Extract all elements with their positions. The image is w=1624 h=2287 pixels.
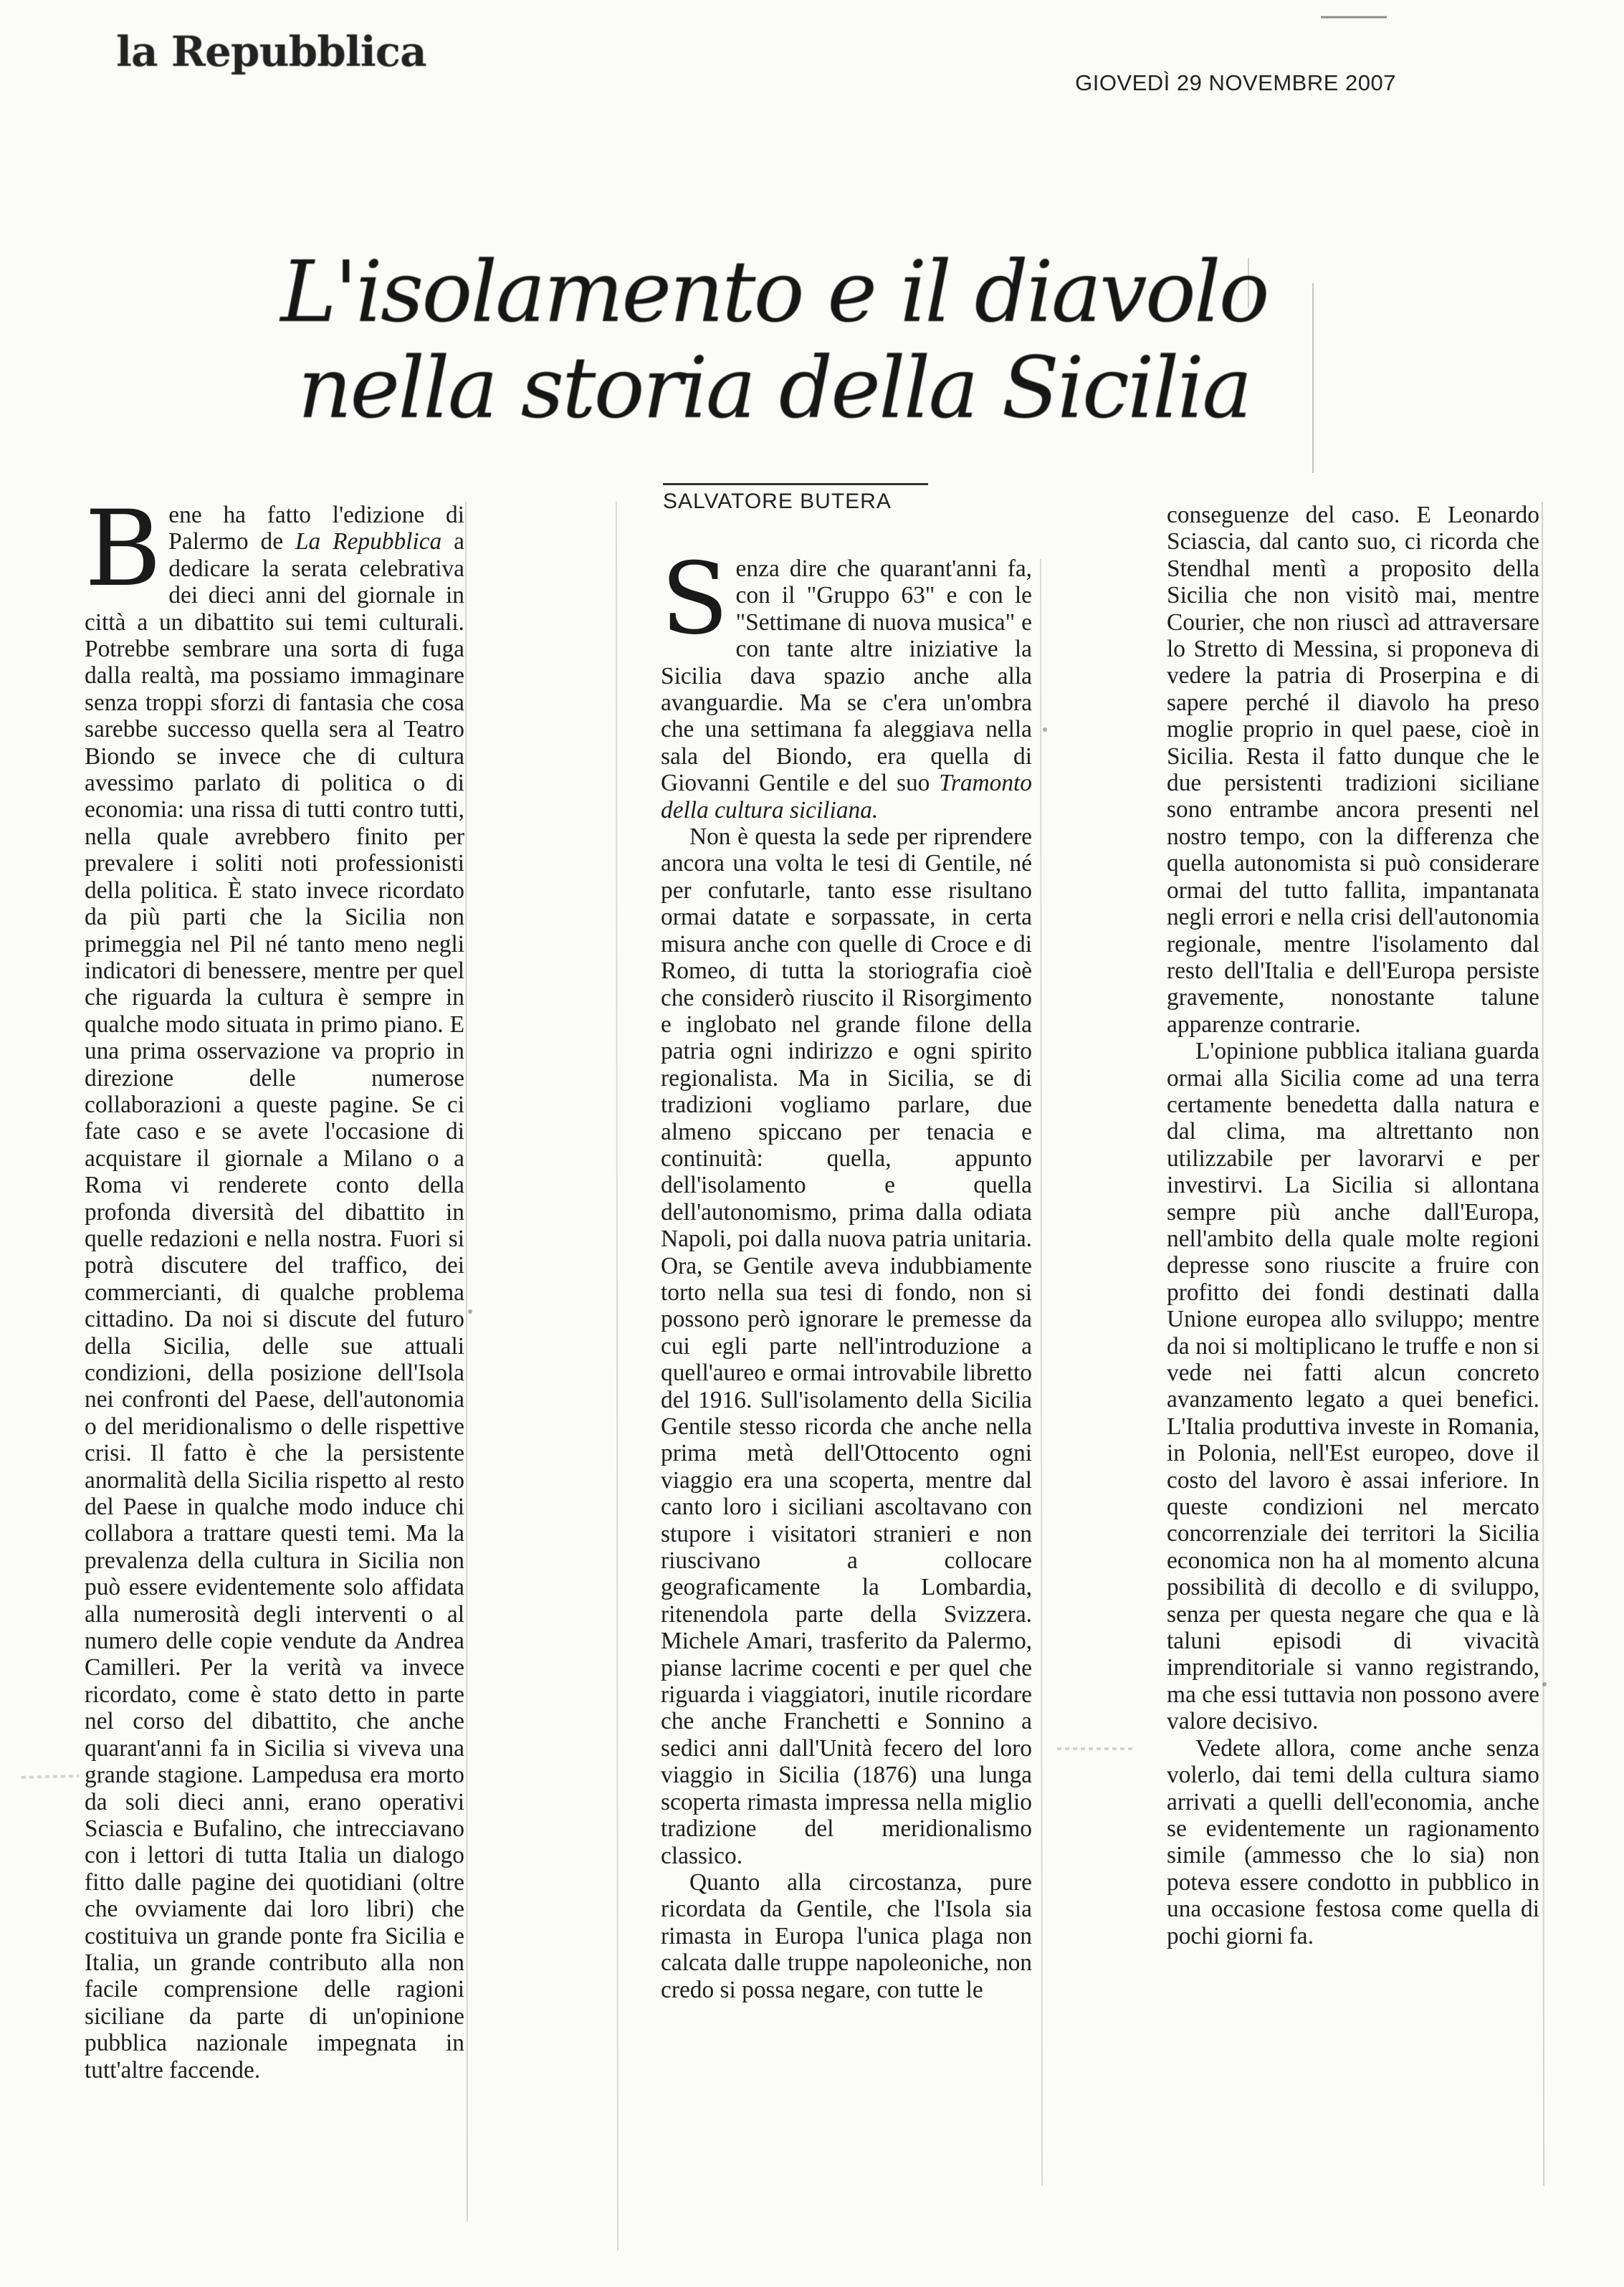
- paragraph: Non è questa la sede per riprendere ancora una volta le tesi di Gentile, né per confutarle, tanto esse risultano ormai datate e sorpassate, in certa misura anche con quelle di Croce e di Romeo, di tutta la storiografia cioè che considerò riuscito il Risorgimento e inglobato nel grande filone della patria ogni indirizzo e ogni spirito regionalista. Ma in Sicilia, se di tradizioni vogliamo parlare, due almeno spiccano per tenacia e continuità: quella, appunto dell'isolamento e quella dell'autonomismo, prima dalla odiata Napoli, poi dalla nuova patria unitaria. Ora, se Gentile aveva indubbiamente torto nella sua tesi di fondo, non si possono però ignorare le premesse da cui egli parte nell'introduzione a quell'aureo e ormai introvabile libretto del 1916. Sull'isolamento della Sicilia Gentile stesso ricorda che anche nella prima metà dell'Ottocento ogni viaggio era una scoperta, mentre dal canto loro i siciliani ascoltavano con stupore i visitatori stranieri e non riuscivano a collocare geograficamente la Lombardia, ritenendola parte della Svizzera. Michele Amari, trasferito da Palermo, pianse lacrime cocenti e per quel che riguarda i viaggiatori, inutile ricordare che anche Franchetti e Sonnino a sedici anni dall'Unità fecero del loro viaggio in Sicilia (1876) una lunga scoperta rimasta impressa nella miglio tradizione del meridionalismo classico.: [661, 823, 1032, 1869]
- article-column-1: [85, 488, 465, 2083]
- paragraph: L'opinione pubblica italiana guarda ormai alla Sicilia come ad una terra certamente benedetta dalla natura e dal clima, ma altrettanto non utilizzabile per lavorarvi e per investirvi. La Sicilia si allontana sempre più anche dall'Europa, nell'ambito della quale molte regioni depresse sono riuscite a fruire con profitto dei fondi destinati dalla Unione europea allo sviluppo; mentre da noi si moltiplicano le truffe e non si vede nei fatti alcun concreto avanzamento legato a quei benefici. L'Italia produttiva investe in Romania, in Polonia, nell'Est europeo, dove il costo del lavoro è assai inferiore. In queste condizioni nel mercato concorrenziale dei territori la Sicilia economica non ha al momento alcuna possibilità di decollo e di sviluppo, senza per questa negare che qua e là taluni episodi di vivacità imprenditoriale si vanno registrando, ma che essi tuttavia non possono avere valore decisivo.: [1167, 1038, 1539, 1735]
- paragraph: conseguenze del caso. E Leonardo Sciascia, dal canto suo, ci ricorda che Stendhal mentì a proposito della Sicilia che non visitò mai, mentre Courier, che non riuscì ad attraversare lo Stretto di Messina, si proponeva di vedere la patria di Proserpina e di sapere perché il diavolo ha preso moglie proprio in quel paese, cioè in Sicilia. Resta il fatto dunque che le due persistenti tradizioni siciliane sono entrambe ancora presenti nel nostro tempo, con la differenza che quella autonomista si può considerare ormai del tutto fallita, impantanata negli errori e nella crisi dell'autonomia regionale, mentre l'isolamento dal resto dell'Italia e dell'Europa persiste gravemente, nonostante talune apparenze contrarie.: [1167, 502, 1539, 1038]
- paragraph: Senza dire che quarant'anni fa, con il "Gruppo 63" e con le "Settimane di nuova musica" e con tante altre iniziative la Sicilia dava spazio anche alla avanguardie. Ma se c'era un'ombra che una settimana fa aleggiava nella sala del Biondo, era quella di Giovanni Gentile e del suo Tramonto della cultura siciliana.: [661, 541, 1032, 823]
- masthead: la Repubblica: [116, 27, 426, 76]
- paragraph: Vedete allora, come anche senza volerlo, dai temi della cultura siamo arrivati a quelli dell'economia, anche se evidentemente un ragionamento simile (ammesso che lo sia) non poteva essere condotto in pubblico in una occasione festosa come quella di pochi giorni fa.: [1167, 1734, 1539, 1949]
- headline-line-1: L'isolamento e il diavolo: [280, 242, 1268, 341]
- newspaper-name: La Repubblica: [295, 528, 442, 555]
- drop-cap: B: [85, 488, 162, 610]
- headline: [215, 244, 1333, 436]
- book-title: Tramonto della cultura siciliana.: [661, 770, 1032, 823]
- dateline: GIOVEDÌ 29 NOVEMBRE 2007: [1075, 70, 1396, 95]
- byline: SALVATORE BUTERA: [663, 483, 928, 514]
- article-column-2: [661, 541, 1032, 2003]
- article-column-3: [1167, 502, 1539, 1949]
- headline-line-2: nella storia della Sicilia: [297, 338, 1251, 437]
- drop-cap: S: [661, 541, 729, 657]
- paragraph: Bene ha fatto l'edizione di Palermo de La Repubblica a dedicare la serata celebrativa dei dieci anni del giornale in città a un dibattito sui temi culturali. Potrebbe sembrare una sorta di fuga dalla realtà, ma possiamo immaginare senza troppi sforzi di fantasia che cosa sarebbe successo quella sera al Teatro Biondo se invece che di cultura avessimo parlato di politica o di economia: una rissa di tutti contro tutti, nella quale avrebbero finito per prevalere i soliti noti professionisti della politica. È stato invece ricordato da più parti che la Sicilia non primeggia nel Pil né tanto meno negli indicatori di benessere, mentre per quel che riguarda la cultura è sempre in qualche modo situata in primo piano. E una prima osservazione va proprio in direzione delle numerose collaborazioni a queste pagine. Se ci fate caso e se avete l'occasione di acquistare il giornale a Milano o a Roma vi renderete conto della profonda diversità del dibattito in quelle redazioni e nella nostra. Fuori si potrà discutere del traffico, dei commercianti, di qualche problema cittadino. Da noi si discute del futuro della Sicilia, delle sue attuali condizioni, della posizione dell'Isola nei confronti del Paese, dell'autonomia o del meridionalismo o delle rispettive crisi. Il fatto è che la persistente anormalità della Sicilia rispetto al resto del Paese in qualche modo induce chi collabora a trattare questi temi. Ma la prevalenza della cultura in Sicilia non può essere evidentemente solo affidata alla numerosità degli interventi o al numero delle copie vendute da Andrea Camilleri. Per la verità va invece ricordato, come è stato detto in parte nel corso del dibattito, che anche quarant'anni fa in Sicilia si viveva una grande stagione. Lampedusa era morto da soli dieci anni, erano operativi Sciascia e Bufalino, che intrecciavano con i lettori di tutta Italia un dialogo fitto dalle pagine dei quotidiani (oltre che ovviamente dai loro libri) che costituiva un grande ponte fra Sicilia e Italia, un grande contributo alla non facile comprensione delle ragioni siciliane da parte di un'opinione pubblica nazionale impegnata in tutt'altre faccende.: [85, 488, 465, 2083]
- paragraph: Quanto alla circostanza, pure ricordata da Gentile, che l'Isola sia rimasta in Europa l'unica plaga non calcata dalle truppe napoleoniche, non credo si possa negare, con tutte le: [661, 1868, 1032, 2003]
